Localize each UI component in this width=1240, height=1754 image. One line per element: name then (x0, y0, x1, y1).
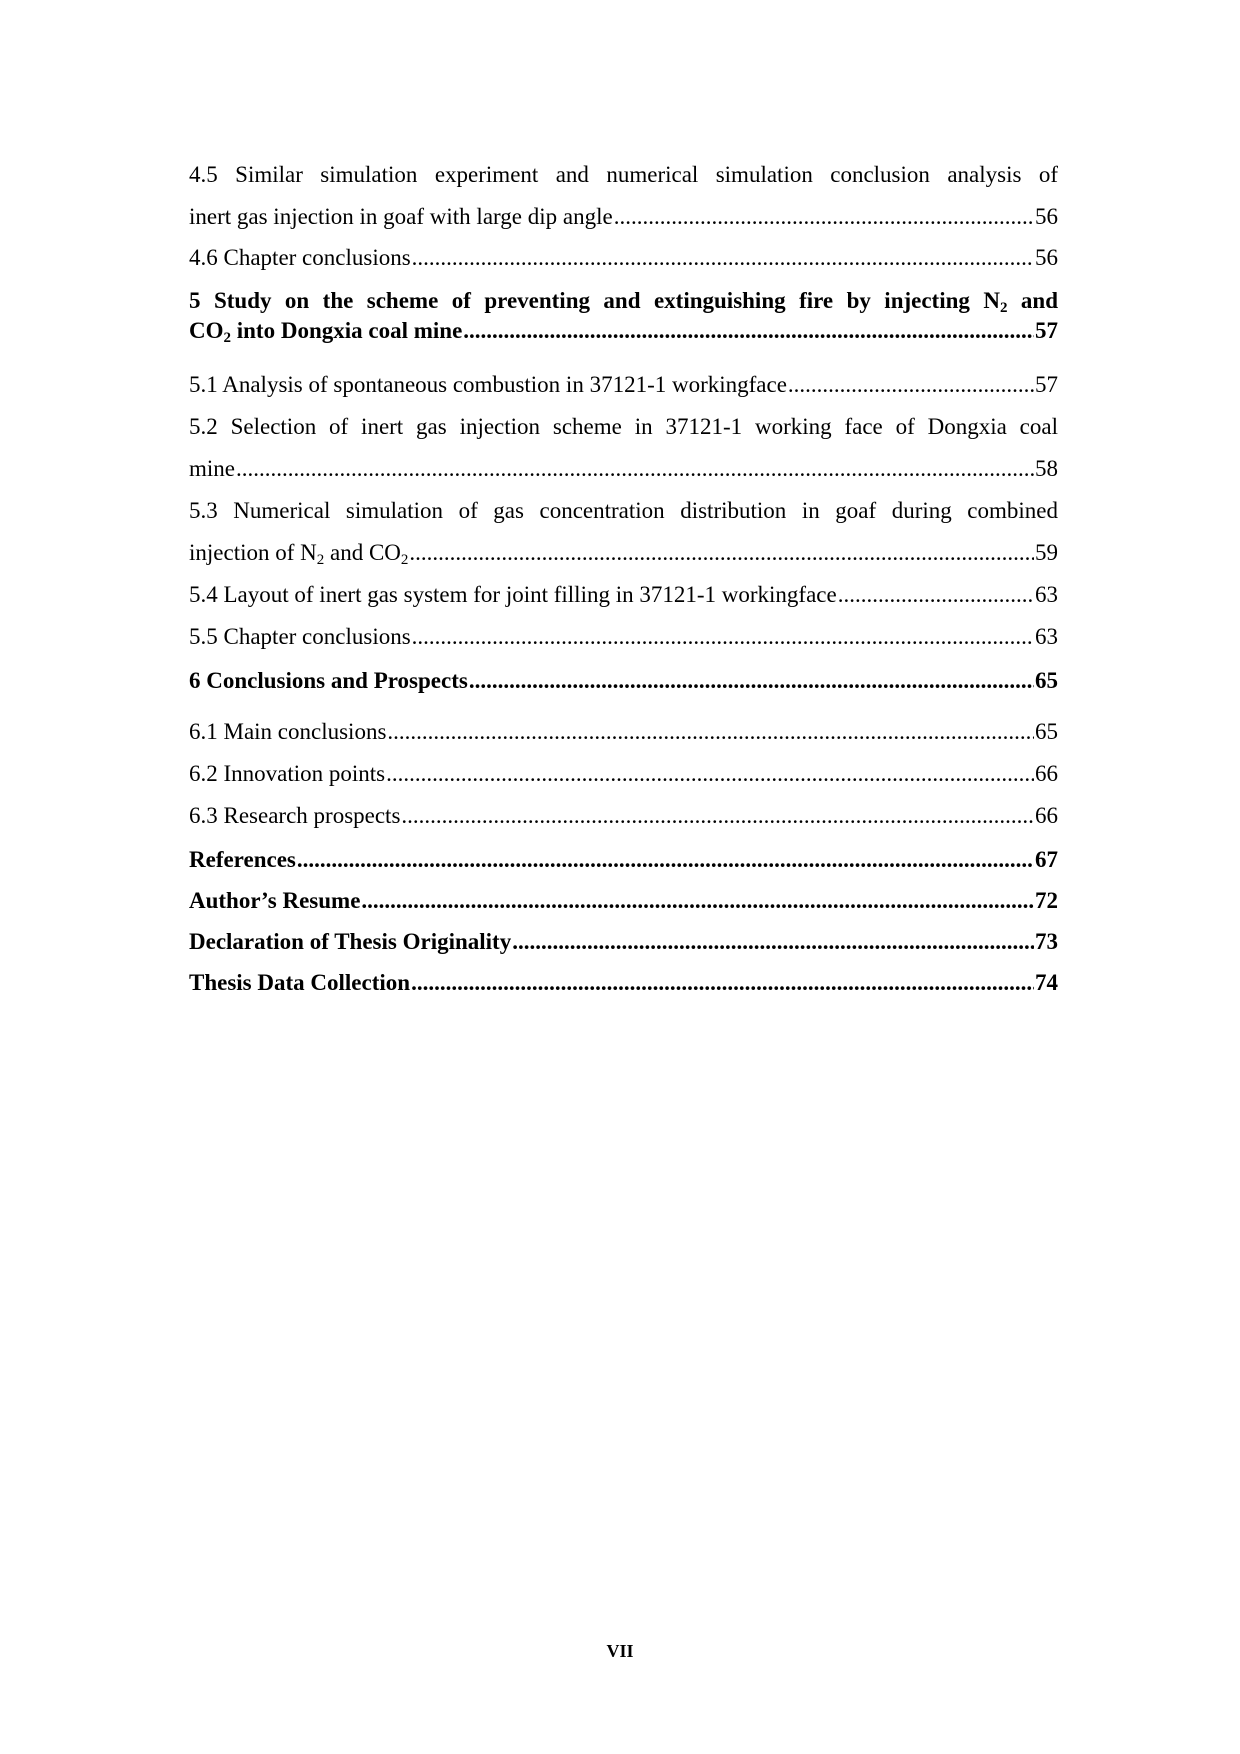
toc-entry-5-2-line1 (189, 414, 1058, 440)
toc-leader-dots (788, 372, 1034, 398)
toc-page-number: 63 (1035, 582, 1058, 607)
toc-entry-title: 6.3 Research prospects (189, 803, 401, 828)
toc-entry-5-1[interactable] (189, 372, 1058, 398)
toc-entry-title: mine (189, 456, 235, 481)
page-number: VII (606, 1641, 634, 1661)
subscript: 2 (223, 330, 231, 344)
toc-entry-6-1[interactable] (189, 719, 1058, 745)
subscript: 2 (316, 552, 325, 566)
toc-leader-dots (469, 668, 1034, 694)
toc-page-number: 63 (1035, 624, 1058, 649)
toc-entry-title: 6.2 Innovation points (189, 761, 386, 786)
toc-entry-text: into Dongxia coal mine (231, 318, 463, 343)
toc-leader-dots (236, 456, 1034, 482)
toc-entry-4-5-line1 (189, 162, 1058, 188)
toc-entry-title: 5.1 Analysis of spontaneous combustion in 37121-1 workingface (189, 372, 787, 397)
toc-entry-title: inert gas injection in goaf with large dip angle (189, 204, 613, 229)
toc-entry-text: 4.5 Similar simulation experiment and numerical simulation conclusion analysis of (189, 162, 1058, 187)
toc-page-number: 74 (1035, 970, 1058, 995)
toc-declaration[interactable] (189, 929, 1058, 955)
toc-entry-text: and (1007, 288, 1058, 313)
toc-entry-6-3[interactable] (189, 803, 1058, 829)
toc-entry-4-5[interactable] (189, 204, 1058, 230)
toc-page-number: 57 (1035, 372, 1058, 397)
toc-chapter-5[interactable] (189, 318, 1058, 344)
toc-leader-dots (463, 318, 1034, 344)
toc-entry-text: 5.3 Numerical simulation of gas concentration distribution in goaf during combined (189, 498, 1058, 523)
toc-leader-dots (401, 803, 1034, 829)
toc-leader-dots (412, 245, 1034, 271)
toc-entry-title: 5.5 Chapter conclusions (189, 624, 411, 649)
toc-leader-dots (614, 204, 1034, 230)
subscript: 2 (999, 300, 1008, 314)
toc-page-number: 65 (1035, 719, 1058, 744)
toc-entry-title: Author’s Resume (189, 888, 361, 913)
toc-leader-dots (361, 888, 1034, 914)
toc-entry-title: Thesis Data Collection (189, 970, 411, 995)
toc-entry-title: 6.1 Main conclusions (189, 719, 387, 744)
toc-thesis-data-collection[interactable] (189, 970, 1058, 996)
toc-page-number: 59 (1035, 540, 1058, 565)
toc-page-number: 66 (1035, 803, 1058, 828)
toc-entry-title (189, 540, 408, 566)
toc-entry-6-2[interactable] (189, 761, 1058, 787)
toc-entry-title: Declaration of Thesis Originality (189, 929, 512, 954)
toc-entry-text: 5.2 Selection of inert gas injection scheme in 37121-1 working face of Dongxia coal (189, 414, 1058, 439)
toc-page-number: 67 (1035, 847, 1058, 872)
toc-page-number: 57 (1035, 318, 1058, 343)
toc-page-number: 72 (1035, 888, 1058, 913)
toc-page-number: 66 (1035, 761, 1058, 786)
toc-entry-title: 6 Conclusions and Prospects (189, 668, 468, 693)
toc-entry-text: 5 Study on the scheme of preventing and extinguishing fire by injecting N (189, 288, 1000, 313)
toc-leader-dots (386, 761, 1034, 787)
toc-entry-5-2[interactable] (189, 456, 1058, 482)
toc-references[interactable] (189, 847, 1058, 873)
toc-entry-text: CO (189, 318, 224, 343)
toc-page-number: 65 (1035, 668, 1058, 693)
toc-entry-5-3-line1 (189, 498, 1058, 524)
toc-entry-text: and CO (324, 540, 401, 565)
toc-leader-dots (297, 847, 1034, 873)
toc-page-number: 56 (1035, 245, 1058, 270)
toc-leader-dots (411, 970, 1034, 996)
toc-entry-4-6[interactable] (189, 245, 1058, 271)
toc-entry-5-3[interactable] (189, 540, 1058, 566)
toc-entry-title (189, 318, 462, 344)
toc-page-number: 56 (1035, 204, 1058, 229)
toc-leader-dots (512, 929, 1034, 955)
toc-page-number: 58 (1035, 456, 1058, 481)
toc-authors-resume[interactable] (189, 888, 1058, 914)
toc-leader-dots (838, 582, 1034, 608)
toc-leader-dots (412, 624, 1034, 650)
toc-entry-title: References (189, 847, 296, 872)
subscript: 2 (400, 552, 409, 566)
toc-leader-dots (387, 719, 1034, 745)
toc-chapter-6[interactable] (189, 668, 1058, 694)
toc-entry-title: 5.4 Layout of inert gas system for joint filling in 37121-1 workingface (189, 582, 837, 607)
toc-page-number: 73 (1035, 929, 1058, 954)
toc-entry-5-5[interactable] (189, 624, 1058, 650)
toc-leader-dots (409, 540, 1034, 566)
toc-chapter-5-line1 (189, 288, 1058, 314)
toc-entry-5-4[interactable] (189, 582, 1058, 608)
toc-entry-text: injection of N (189, 540, 317, 565)
toc-entry-title: 4.6 Chapter conclusions (189, 245, 411, 270)
